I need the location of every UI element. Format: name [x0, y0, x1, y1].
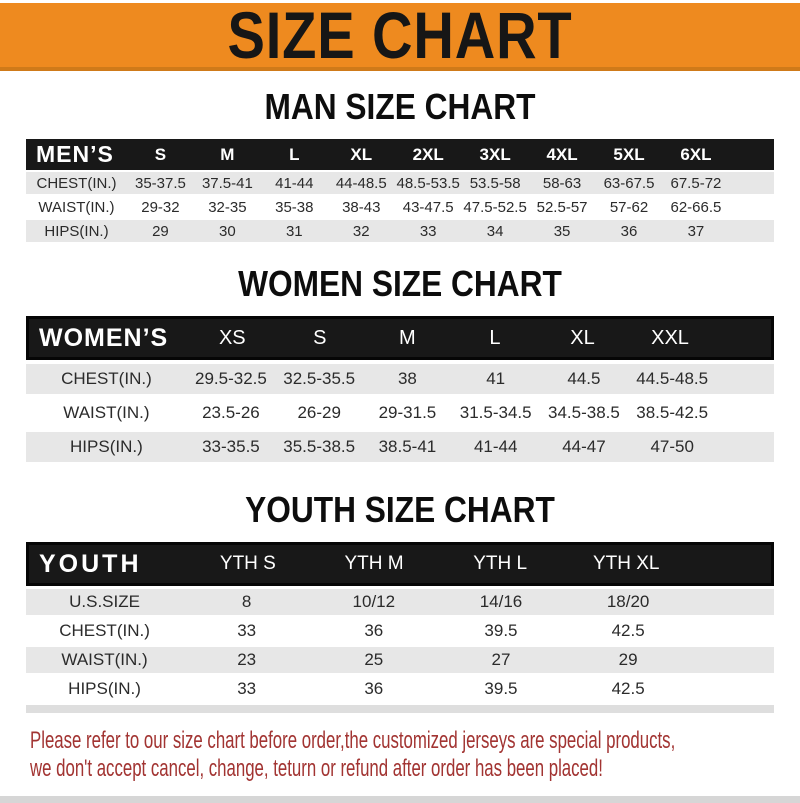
women-section-heading: WOMEN SIZE CHART — [238, 263, 562, 304]
size-cell: 52.5-57 — [536, 198, 588, 216]
table-row — [26, 589, 774, 615]
size-cell: 42.5 — [611, 679, 645, 698]
size-cell: 25 — [364, 650, 384, 669]
size-cell: 29-32 — [141, 198, 180, 216]
size-cell: 29 — [152, 222, 169, 240]
column-header: 5XL — [613, 144, 645, 164]
size-cell: 39.5 — [484, 679, 518, 698]
column-header: XS — [218, 326, 246, 349]
table-header-row — [26, 316, 774, 360]
size-cell: 36 — [364, 679, 384, 698]
size-cell: 32-35 — [208, 198, 247, 216]
size-cell: 58-63 — [542, 174, 582, 192]
table-row — [26, 398, 774, 428]
row-label: HIPS(IN.) — [68, 679, 141, 698]
size-cell: 27 — [491, 650, 511, 669]
men-section-heading: MAN SIZE CHART — [264, 86, 536, 127]
table-body — [26, 589, 774, 702]
footer-note-line2: we don't accept cancel, change, teturn or refund after order has been placed! — [30, 755, 603, 782]
table-header-row — [26, 139, 774, 170]
size-cell: 62-66.5 — [670, 198, 722, 216]
size-cell: 47-50 — [650, 437, 694, 456]
row-label: CHEST(IN.) — [61, 369, 152, 388]
row-label: CHEST(IN.) — [59, 621, 150, 640]
title-banner — [0, 0, 800, 72]
size-cell: 35-38 — [275, 198, 314, 216]
size-cell: 31 — [285, 222, 303, 240]
column-header: 6XL — [680, 144, 712, 164]
table-row — [26, 220, 774, 242]
table-body — [26, 172, 774, 242]
table-row — [26, 172, 774, 194]
size-cell: 36 — [364, 621, 384, 640]
table-row — [26, 196, 774, 218]
column-header: YTH S — [219, 553, 276, 574]
size-cell: 44-47 — [562, 437, 606, 456]
footer-note-line1: Please refer to our size chart before order,the customized jerseys are special products, — [30, 727, 676, 754]
table-body — [26, 364, 774, 462]
table-header-label: WOMEN’S — [39, 323, 169, 352]
size-cell: 41-44 — [473, 437, 518, 456]
size-cell: 53.5-58 — [469, 174, 521, 192]
row-label: U.S.SIZE — [69, 592, 140, 611]
table-header-label: MEN’S — [36, 141, 114, 167]
row-label: WAIST(IN.) — [61, 650, 148, 669]
column-header: 4XL — [546, 144, 578, 164]
size-cell: 31.5-34.5 — [459, 403, 532, 422]
size-cell: 32.5-35.5 — [283, 369, 356, 388]
size-cell: 37.5-41 — [201, 174, 253, 192]
column-header: YTH M — [344, 553, 404, 574]
size-cell: 29-31.5 — [378, 403, 437, 422]
size-cell: 14/16 — [479, 592, 523, 611]
youth-section-heading: YOUTH SIZE CHART — [245, 489, 555, 530]
column-header: 2XL — [412, 144, 444, 164]
table-row — [26, 432, 774, 462]
row-label: HIPS(IN.) — [44, 222, 109, 240]
column-header: S — [154, 144, 167, 164]
size-cell: 8 — [241, 592, 252, 611]
row-label: WAIST(IN.) — [38, 198, 115, 216]
size-cell: 38 — [397, 369, 417, 388]
table-row — [26, 618, 774, 644]
size-cell: 36 — [620, 222, 638, 240]
size-cell: 35 — [553, 222, 571, 240]
column-header: XXL — [651, 326, 689, 349]
row-label: WAIST(IN.) — [63, 403, 150, 422]
size-cell: 35-37.5 — [135, 174, 186, 192]
size-cell: 10/12 — [352, 592, 396, 611]
column-header: YTH XL — [592, 553, 660, 574]
column-header: 3XL — [479, 144, 511, 164]
size-cell: 42.5 — [611, 621, 645, 640]
page-title: SIZE CHART — [227, 0, 573, 72]
row-label: CHEST(IN.) — [36, 174, 117, 192]
size-cell: 33 — [237, 621, 257, 640]
table-row — [26, 647, 774, 673]
table-bottom-strip — [26, 705, 774, 713]
size-cell: 38.5-41 — [378, 437, 437, 456]
column-header: S — [313, 326, 327, 349]
size-cell: 67.5-72 — [670, 174, 722, 192]
size-cell: 34 — [486, 222, 504, 240]
size-cell: 23 — [237, 650, 257, 669]
size-cell: 44.5-48.5 — [636, 369, 709, 388]
footer-note — [0, 727, 800, 783]
column-header: L — [289, 144, 300, 164]
size-cell: 29 — [618, 650, 638, 669]
size-cell: 41 — [486, 369, 506, 388]
table-header-row — [26, 542, 774, 586]
size-cell: 26-29 — [297, 403, 341, 422]
size-cell: 33-35.5 — [202, 437, 260, 456]
size-cell: 34.5-38.5 — [548, 403, 620, 422]
column-header: XL — [350, 144, 373, 164]
size-cell: 57-62 — [609, 198, 649, 216]
size-cell: 35.5-38.5 — [283, 437, 356, 456]
column-header: XL — [570, 326, 595, 349]
size-cell: 43-47.5 — [402, 198, 454, 216]
table-row — [26, 364, 774, 394]
size-cell: 44.5 — [567, 369, 601, 388]
size-cell: 41-44 — [275, 174, 314, 192]
size-cell: 33 — [237, 679, 257, 698]
size-cell: 18/20 — [606, 592, 650, 611]
table-row — [26, 676, 774, 702]
column-header: M — [399, 326, 416, 349]
youth-size-table — [26, 542, 774, 713]
row-label: HIPS(IN.) — [70, 437, 143, 456]
column-header: L — [489, 326, 501, 349]
women-size-table — [26, 316, 774, 462]
size-cell: 38-43 — [342, 198, 381, 216]
column-header: YTH L — [473, 553, 528, 574]
size-cell: 44-48.5 — [335, 174, 387, 192]
size-cell: 32 — [352, 222, 370, 240]
size-cell: 48.5-53.5 — [396, 174, 460, 192]
size-cell: 23.5-26 — [202, 403, 260, 422]
size-cell: 29.5-32.5 — [195, 369, 267, 388]
size-cell: 63-67.5 — [603, 174, 655, 192]
size-cell: 38.5-42.5 — [636, 403, 709, 422]
size-cell: 37 — [687, 222, 705, 240]
size-cell: 30 — [219, 222, 236, 240]
table-header-label: YOUTH — [39, 549, 142, 578]
size-cell: 33 — [419, 222, 437, 240]
column-header: M — [220, 144, 235, 164]
size-cell: 47.5-52.5 — [463, 198, 527, 216]
size-cell: 39.5 — [484, 621, 518, 640]
men-size-table — [26, 139, 774, 242]
